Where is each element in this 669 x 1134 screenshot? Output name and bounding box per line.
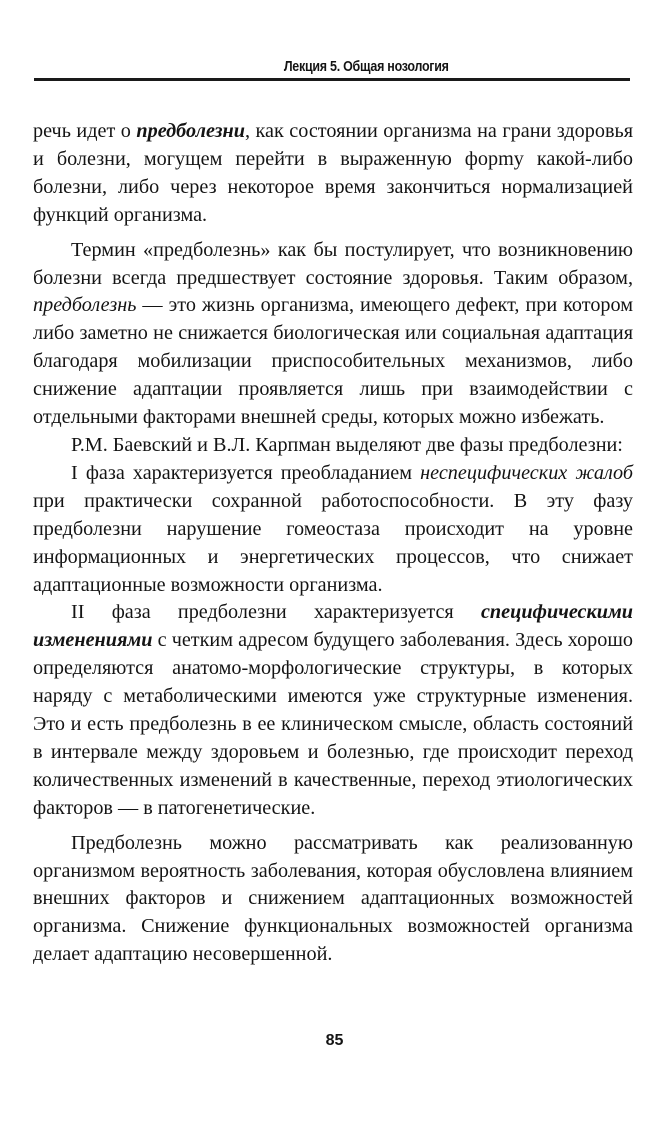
paragraph-6	[33, 830, 633, 970]
paragraph-1-text-a: речь идет о	[33, 120, 137, 142]
paragraph-2	[33, 237, 633, 432]
term-predbolezn-italic: предболезнь	[33, 294, 137, 317]
term-predbolezn-emphasis: предболезни	[136, 120, 245, 142]
paragraph-4	[33, 460, 633, 600]
page-number: 85	[325, 1032, 344, 1049]
term-specific-changes: специфическими изменениями	[33, 601, 633, 652]
paragraph-4-text-b: при практически сохранной работоспособности. В эту фазу предболезни нарушение гомеостаза происходит на уровне информационных и энергетических процессов, что снижает адаптационные возможности организма.	[33, 489, 633, 596]
paragraph-5-text-b: с четким адресом будущего заболевания. Здесь хорошо определяются анатомо-морфологические структуры, в которых наряду с метаболическими имеются уже структурные изменения. Это и есть предболезнь в ее клиническом смысле, область состояний в интервале между здоровьем и болезнью, где происходит переход количественных изменений в качественные, переход этиологических факторов — в патогенетические.	[33, 629, 633, 819]
running-title: Лекция 5. Общая нозология	[283, 59, 449, 75]
paragraph-2-text-a: Термин «предболезнь» как бы постулирует, что возникновению болезни всегда предшествует состояние здоровья. Таким образом,	[33, 238, 633, 289]
paragraph-3-text: Р.М. Баевский и В.Л. Карпман выделяют две фазы предболезни:	[71, 433, 623, 456]
running-header	[34, 57, 630, 81]
body-text	[33, 118, 633, 969]
paragraph-3	[33, 432, 633, 460]
paragraph-4-text-a: I фаза характеризуется преобладанием	[71, 461, 421, 484]
paragraph-1	[33, 118, 633, 230]
paragraph-5-text-a: II фаза предболезни характеризуется	[71, 601, 481, 624]
paragraph-1-text-b: , как состоянии организма на грани здоровья и болезни, могущем перейти в выраженную форmу какой-либо болезни, либо через некоторое время закончиться нормализацией функций организма.	[33, 120, 633, 226]
paragraph-2-text-b: — это жизнь организма, имеющего дефект, при котором либо заметно не снижается биологическая или социальная адаптация благодаря мобилизации приспособительных механизмов, либо снижение адаптации проявляется лишь при взаимодействии с отдельными факторами внешней среды, которых можно избежать.	[33, 294, 633, 429]
paragraph-5	[33, 599, 633, 822]
paragraph-6-text: Предболезнь можно рассматривать как реализованную организмом вероятность заболевания, которая обусловлена влиянием внешних факторов и снижением адаптационных возможностей организма. Снижение функциональных возможностей организма делает адаптацию несовершенной.	[33, 831, 633, 966]
term-nonspecific-complaints: неспецифических жалоб	[420, 461, 633, 484]
